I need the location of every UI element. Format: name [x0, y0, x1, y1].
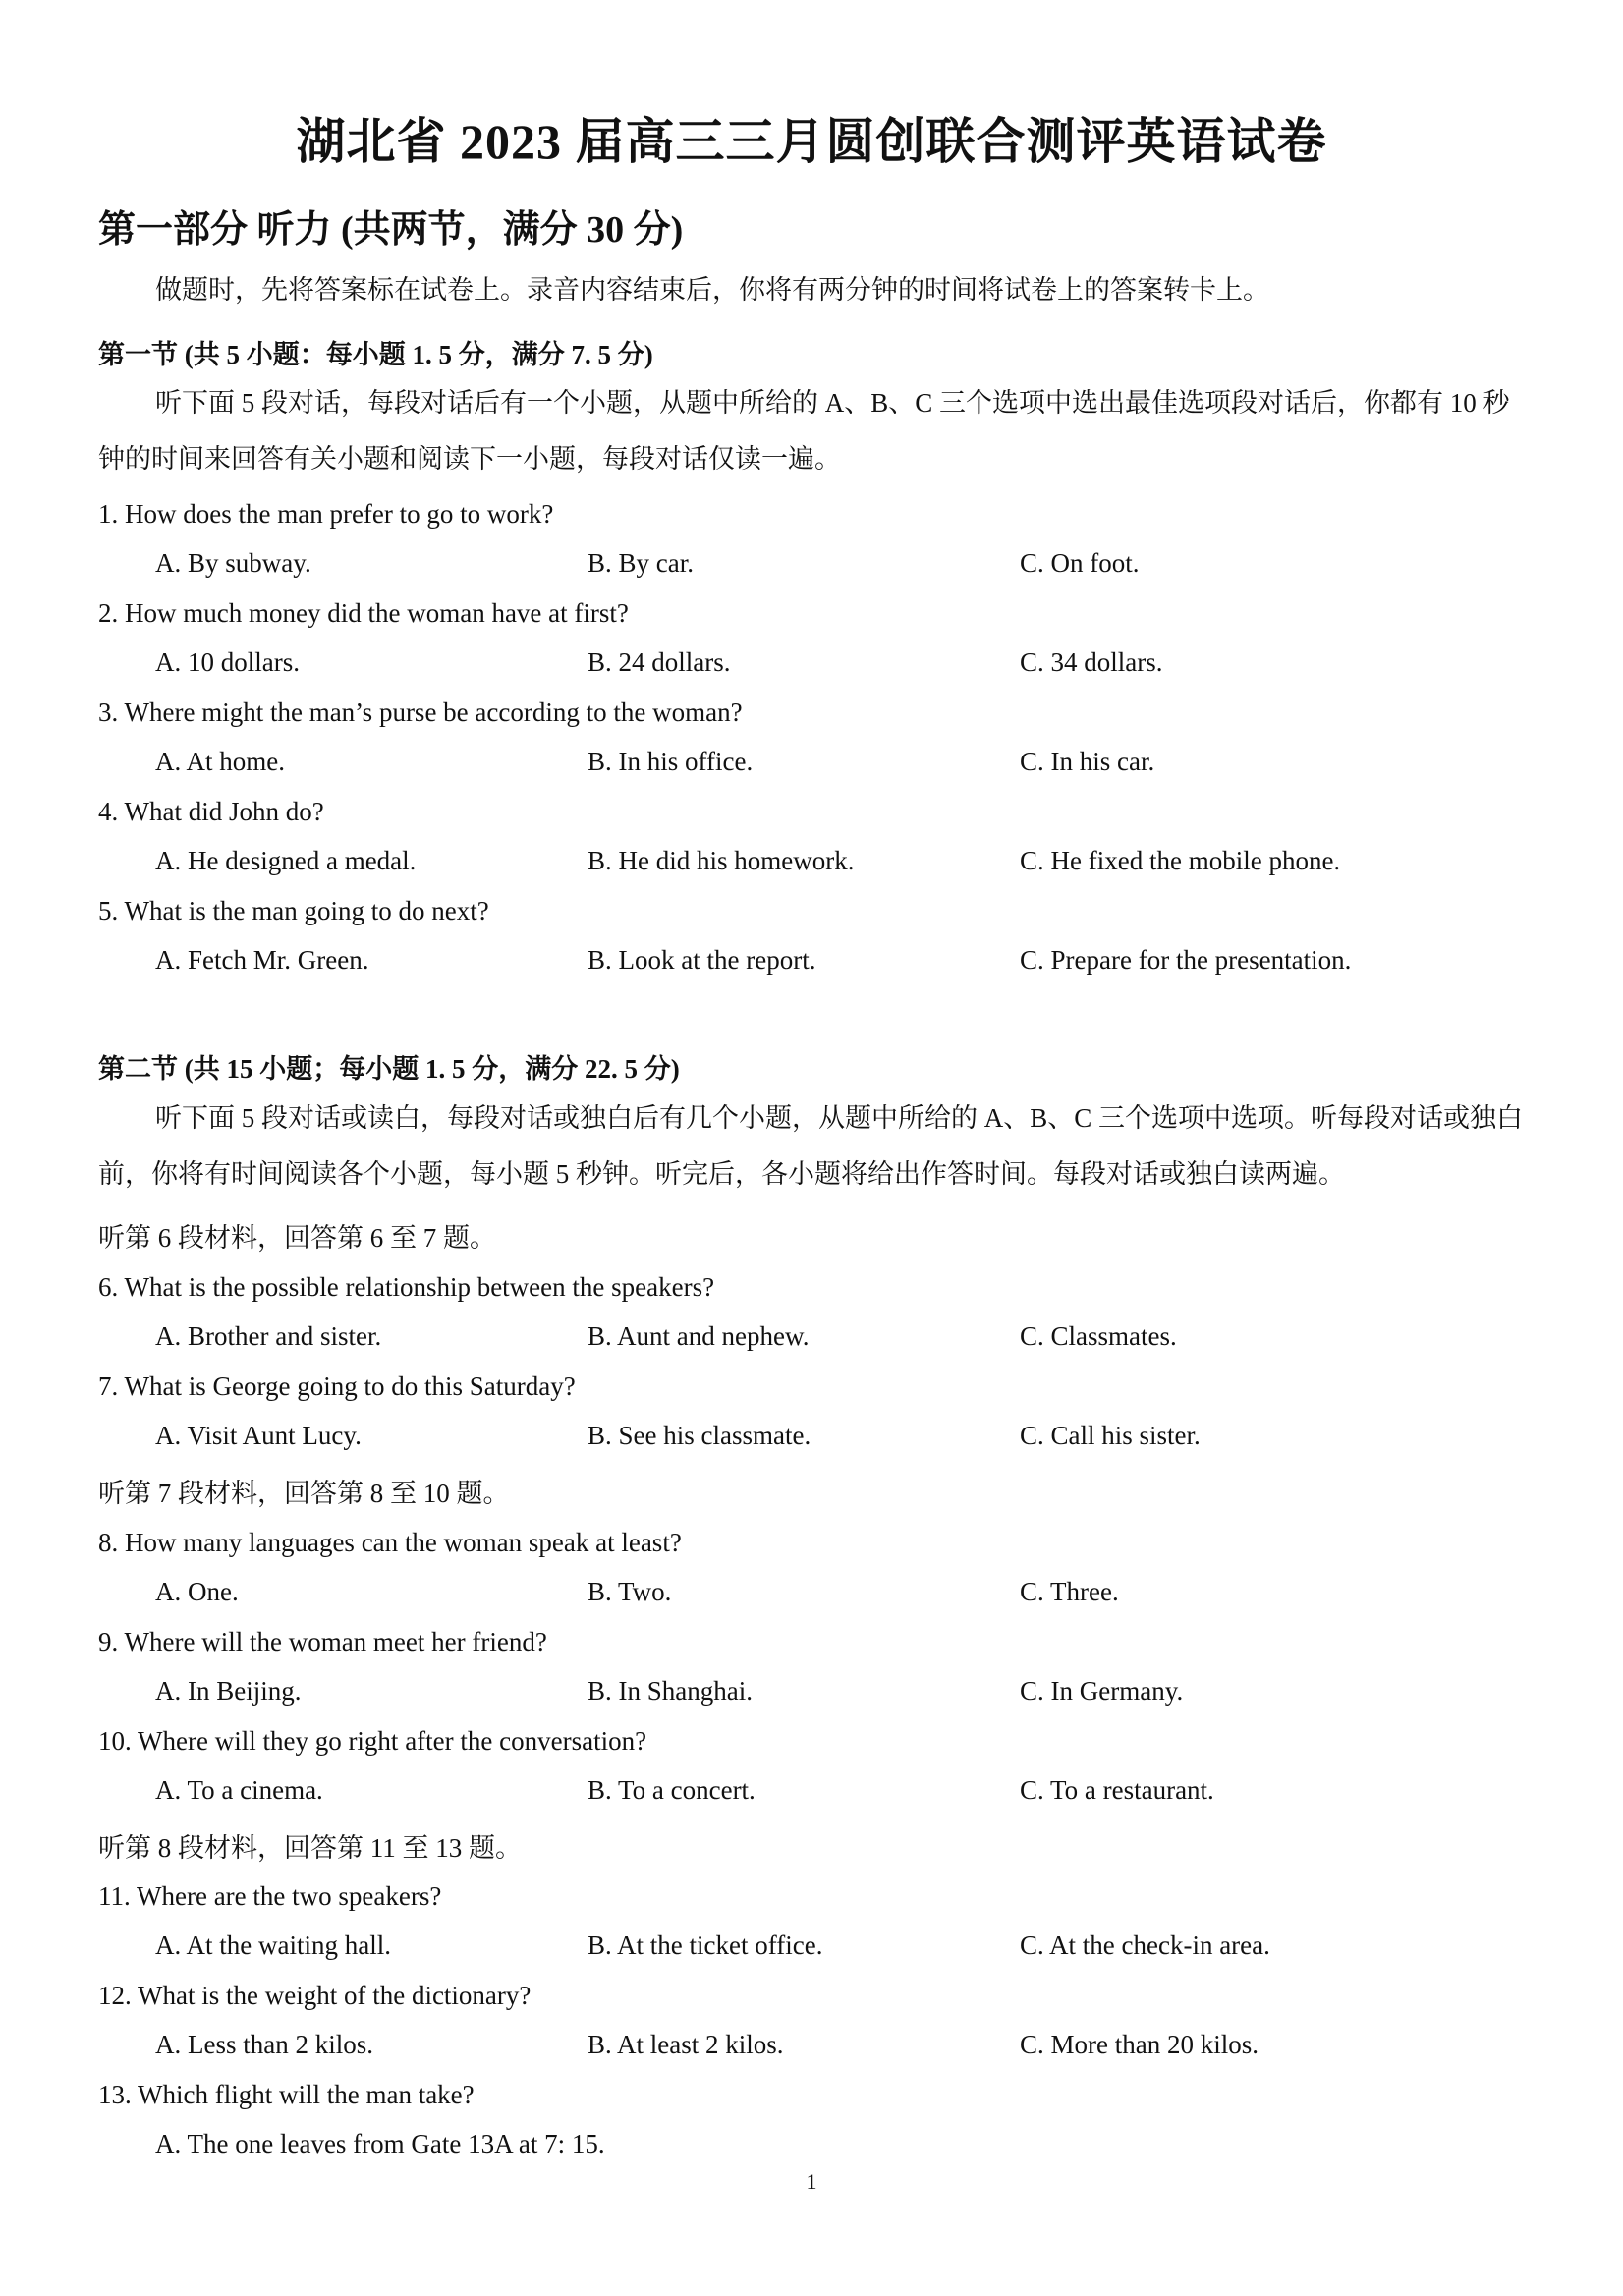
section1-heading: 第一节 (共 5 小题：每小题 1. 5 分，满分 7. 5 分) — [98, 340, 653, 369]
page-number: 1 — [806, 2169, 817, 2194]
material-8-note: 听第 8 段材料，回答第 11 至 13 题。 — [98, 1833, 522, 1863]
option-8b: B. Two. — [588, 1577, 672, 1606]
material-7-note: 听第 7 段材料，回答第 8 至 10 题。 — [98, 1479, 510, 1508]
part1-heading: 第一部分 听力 (共两节，满分 30 分) — [98, 209, 684, 251]
option-10a: A. To a cinema. — [155, 1775, 323, 1805]
option-11a: A. At the waiting hall. — [155, 1931, 391, 1960]
option-1a: A. By subway. — [155, 548, 311, 578]
option-6c: C. Classmates. — [1020, 1321, 1177, 1351]
option-1c: C. On foot. — [1020, 548, 1140, 578]
option-5c: C. Prepare for the presentation. — [1020, 945, 1352, 975]
option-12c: C. More than 20 kilos. — [1020, 2030, 1259, 2059]
option-9a: A. In Beijing. — [155, 1676, 302, 1706]
option-9b: B. In Shanghai. — [588, 1676, 753, 1706]
option-12b: B. At least 2 kilos. — [588, 2030, 784, 2059]
option-5a: A. Fetch Mr. Green. — [155, 945, 369, 975]
option-2a: A. 10 dollars. — [155, 647, 300, 677]
section1-instruction: 听下面 5 段对话，每段对话后有一个小题，从题中所给的 A、B、C 三个选项中选出最佳选项段对话后，你都有 10 秒钟的时间来回答有关小题和阅读下一小题，每段对话仅读一遍。 — [98, 388, 1510, 474]
page-title: 湖北省 2023 届高三三月圆创联合测评英语试卷 — [296, 114, 1327, 169]
option-2c: C. 34 dollars. — [1020, 647, 1163, 677]
option-8c: C. Three. — [1020, 1577, 1119, 1606]
section2-heading: 第二节 (共 15 小题；每小题 1. 5 分，满分 22. 5 分) — [98, 1054, 680, 1084]
option-7b: B. See his classmate. — [588, 1421, 812, 1450]
option-4a: A. He designed a medal. — [155, 846, 417, 875]
question-6: 6. What is the possible relationship between the speakers? — [98, 1272, 715, 1302]
option-3c: C. In his car. — [1020, 747, 1155, 776]
question-10: 10. Where will they go right after the conversation? — [98, 1726, 647, 1756]
question-1: 1. How does the man prefer to go to work? — [98, 499, 554, 529]
option-1b: B. By car. — [588, 548, 694, 578]
option-4b: B. He did his homework. — [588, 846, 855, 875]
question-13: 13. Which flight will the man take? — [98, 2080, 475, 2109]
option-6a: A. Brother and sister. — [155, 1321, 382, 1351]
material-6-note: 听第 6 段材料，回答第 6 至 7 题。 — [98, 1223, 496, 1253]
option-3a: A. At home. — [155, 747, 285, 776]
question-7: 7. What is George going to do this Saturday? — [98, 1372, 576, 1401]
question-9: 9. Where will the woman meet her friend? — [98, 1627, 547, 1656]
question-2: 2. How much money did the woman have at first? — [98, 598, 629, 628]
option-11c: C. At the check-in area. — [1020, 1931, 1270, 1960]
option-2b: B. 24 dollars. — [588, 647, 731, 677]
option-13a: A. The one leaves from Gate 13A at 7: 15. — [155, 2129, 605, 2158]
option-8a: A. One. — [155, 1577, 239, 1606]
option-6b: B. Aunt and nephew. — [588, 1321, 810, 1351]
question-12: 12. What is the weight of the dictionary? — [98, 1981, 532, 2010]
part1-instruction: 做题时，先将答案标在试卷上。录音内容结束后，你将有两分钟的时间将试卷上的答案转卡上。 — [155, 275, 1269, 305]
question-4: 4. What did John do? — [98, 797, 324, 826]
option-7c: C. Call his sister. — [1020, 1421, 1201, 1450]
question-11: 11. Where are the two speakers? — [98, 1881, 442, 1911]
question-5: 5. What is the man going to do next? — [98, 896, 489, 925]
option-12a: A. Less than 2 kilos. — [155, 2030, 373, 2059]
option-7a: A. Visit Aunt Lucy. — [155, 1421, 362, 1450]
question-8: 8. How many languages can the woman speak at least? — [98, 1528, 682, 1557]
option-3b: B. In his office. — [588, 747, 754, 776]
option-10b: B. To a concert. — [588, 1775, 756, 1805]
section2-instruction: 听下面 5 段对话或读白，每段对话或独白后有几个小题，从题中所给的 A、B、C 三个选项中选项。听每段对话或独白前，你将有时间阅读各个小题，每小题 5 秒钟。听完后，各小题将给出作答时间。每段对话或独白读两遍。 — [98, 1103, 1524, 1189]
option-5b: B. Look at the report. — [588, 945, 816, 975]
option-9c: C. In Germany. — [1020, 1676, 1184, 1706]
option-11b: B. At the ticket office. — [588, 1931, 823, 1960]
option-10c: C. To a restaurant. — [1020, 1775, 1214, 1805]
option-4c: C. He fixed the mobile phone. — [1020, 846, 1341, 875]
question-3: 3. Where might the man’s purse be according to the woman? — [98, 698, 743, 727]
